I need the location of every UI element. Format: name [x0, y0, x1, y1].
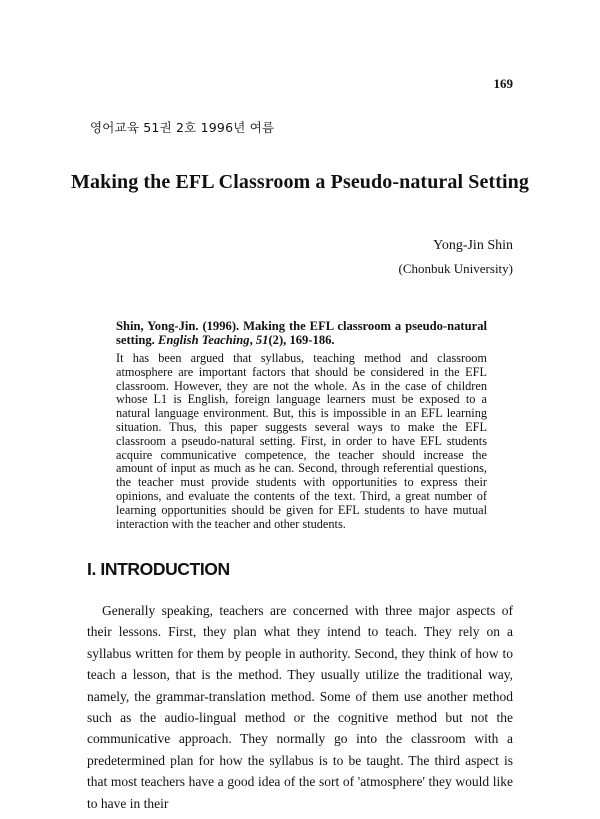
citation-journal: English Teaching [157, 332, 250, 347]
paper-title: Making the EFL Classroom a Pseudo-natural Setting [71, 171, 529, 193]
author-affiliation: (Chonbuk University) [398, 261, 513, 276]
journal-info: 영어교육 51권 2호 1996년 여름 [90, 120, 275, 135]
section-heading: I. INTRODUCTION [87, 559, 230, 579]
citation-issue: (2) [268, 332, 284, 347]
citation-volume: 51 [255, 332, 269, 347]
citation-pages: , 169-186. [283, 332, 335, 347]
abstract-block [116, 320, 487, 531]
author-name: Yong-Jin Shin [433, 238, 513, 253]
citation-separator: , [249, 332, 256, 347]
citation-article-title: Making the EFL classroom a pseudo-natural setting. [116, 319, 487, 347]
page-number: 169 [493, 76, 513, 91]
abstract-text: It has been argued that syllabus, teaching method and classroom atmosphere are important factors that should be considered in the EFL classroom. However, they are not the whole. As in the case of children whose L1 is English, foreign language learners must be exposed to a natural language environment. But, this is impossible in an EFL learning situation. Thus, this paper suggests several ways to make the EFL classroom a pseudo-natural setting. First, in order to have EFL students acquire communicative competence, the teacher should increase the amount of input as much as he can. Second, through referential questions, the teacher must provide students with opportunities to express their opinions, and evaluate the contents of the text. Third, a great number of learning opportunities should be given for EFL students to have mutual interaction with the teacher and other students. [116, 351, 487, 531]
citation [116, 320, 487, 347]
intro-paragraph: Generally speaking, teachers are concerned with three major aspects of their lessons. First, they plan what they intend to teach. They rely on a syllabus written for them by people in authority. Second, they think of how to teach a lesson, that is the method. They usually utilize the traditional way, namely, the grammar-translation method. Some of them use another method such as the audio-lingual method or the cognitive method but not the communicative approach. They normally go into the classroom with a predetermined plan for how the syllabus is to be taught. The third aspect is that most teachers have a good idea of the sort of 'atmosphere' they would like to have in their [87, 603, 513, 811]
citation-authors-year: Shin, Yong-Jin. (1996). [116, 319, 244, 333]
